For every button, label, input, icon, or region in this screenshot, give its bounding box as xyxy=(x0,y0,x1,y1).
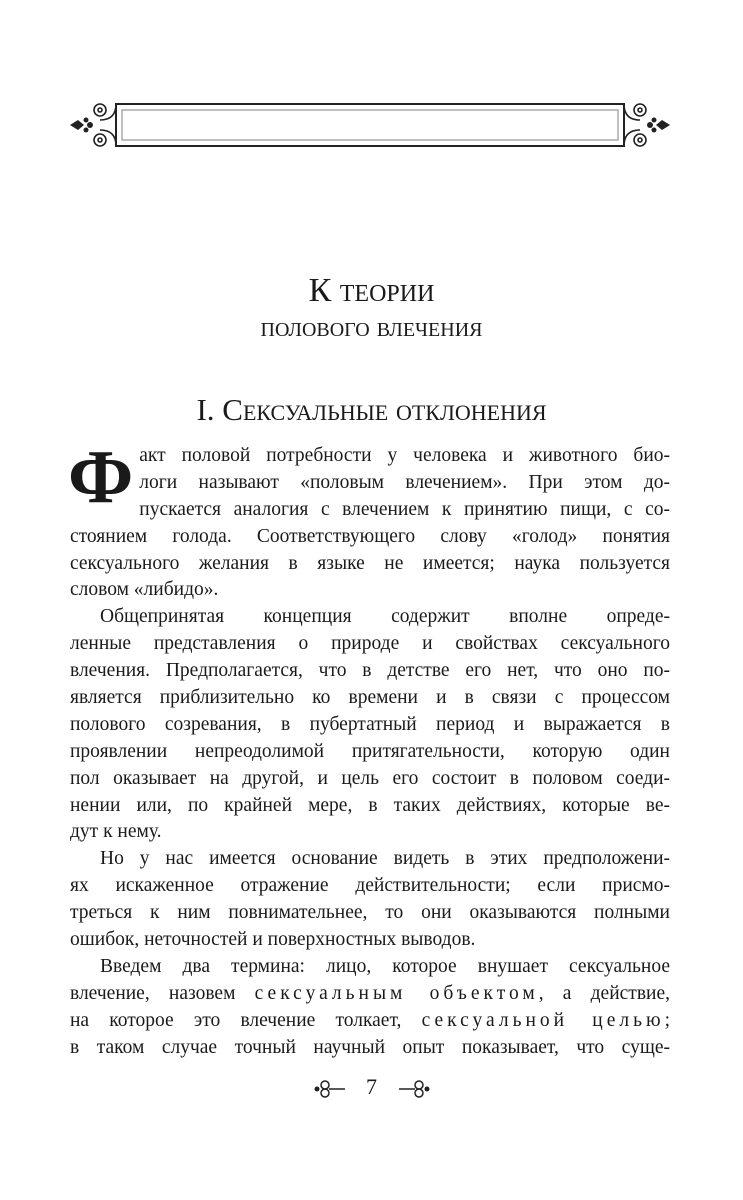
text-line: Общепринятая концепция содержит вполне опреде- xyxy=(100,606,670,628)
text-line: стоянием голода. Соответствующего слову «голод» понятия xyxy=(70,525,670,547)
paragraph xyxy=(68,435,670,604)
text-line: дут к нему. xyxy=(70,821,162,843)
text-fragment: , а действие, xyxy=(538,982,670,1004)
body-text xyxy=(68,435,671,1061)
text-line: влечения. Предполагается, что в детстве его нет, что оно по- xyxy=(70,660,670,682)
text-line: словом «либидо». xyxy=(70,579,219,601)
chapter-subtitle: полового влечения xyxy=(260,312,483,343)
section-title: I. Сексуальные отклонения xyxy=(196,392,547,427)
text-line: логи называют «половым влечением». При этом до- xyxy=(139,471,670,493)
text-line: ленные представления о природе и свойствах сексуального xyxy=(70,633,670,655)
text-line: полового созревания, в пубертатный период и выражается в xyxy=(70,713,670,735)
text-line: в таком случае точный научный опыт показывает, что суще- xyxy=(70,1036,670,1058)
text-line: ях искаженное отражение действительности; если присмо- xyxy=(70,875,670,897)
page-number: 7 xyxy=(366,1074,377,1099)
text-line: является приблизительно ко времени и в связи с процессом xyxy=(70,687,670,709)
text-line: сексуального желания в языке не имеется; наука пользуется xyxy=(70,552,670,574)
drop-cap: Ф xyxy=(68,435,134,519)
text-line: ошибок, неточностей и поверхностных выводов. xyxy=(70,929,476,951)
text-line: пол оказывает на другой, и цель его состоит в половом соеди- xyxy=(70,767,670,789)
text-line: нении или, по крайней мере, в таких действиях, которые ве- xyxy=(70,794,670,816)
text-line xyxy=(70,1008,670,1035)
text-fragment: ; xyxy=(664,1009,671,1031)
text-line xyxy=(70,981,670,1008)
text-line: Введем два термина: лицо, которое внушает сексуальное xyxy=(100,955,670,977)
text-line: Но у нас имеется основание видеть в этих предположени- xyxy=(100,848,670,870)
emphasized-term: сексуальным объектом xyxy=(254,982,539,1004)
emphasized-term: сексуальной целью xyxy=(421,1009,665,1031)
text-fragment: влечение, назовем xyxy=(70,982,236,1004)
paragraph xyxy=(70,954,670,1062)
paragraph xyxy=(70,846,670,954)
left-ornament-icon xyxy=(313,1080,349,1098)
text-line: треться к ним повнимательнее, то они оказываются полными xyxy=(70,902,670,924)
paragraph xyxy=(70,604,670,846)
chapter-title: К теории xyxy=(308,272,435,309)
header-ornament-frame xyxy=(70,100,670,150)
page-footer xyxy=(0,1074,743,1100)
text-line: акт половой потребности у человека и животного био- xyxy=(139,445,670,466)
text-line: пускается аналогия с влечением к принятию пищи, с со- xyxy=(139,498,670,520)
text-line: проявлении непреодолимой притягательности, которую один xyxy=(70,740,670,762)
text-fragment: на которое это влечение толкает, xyxy=(70,1009,402,1031)
right-ornament-icon xyxy=(395,1080,431,1098)
